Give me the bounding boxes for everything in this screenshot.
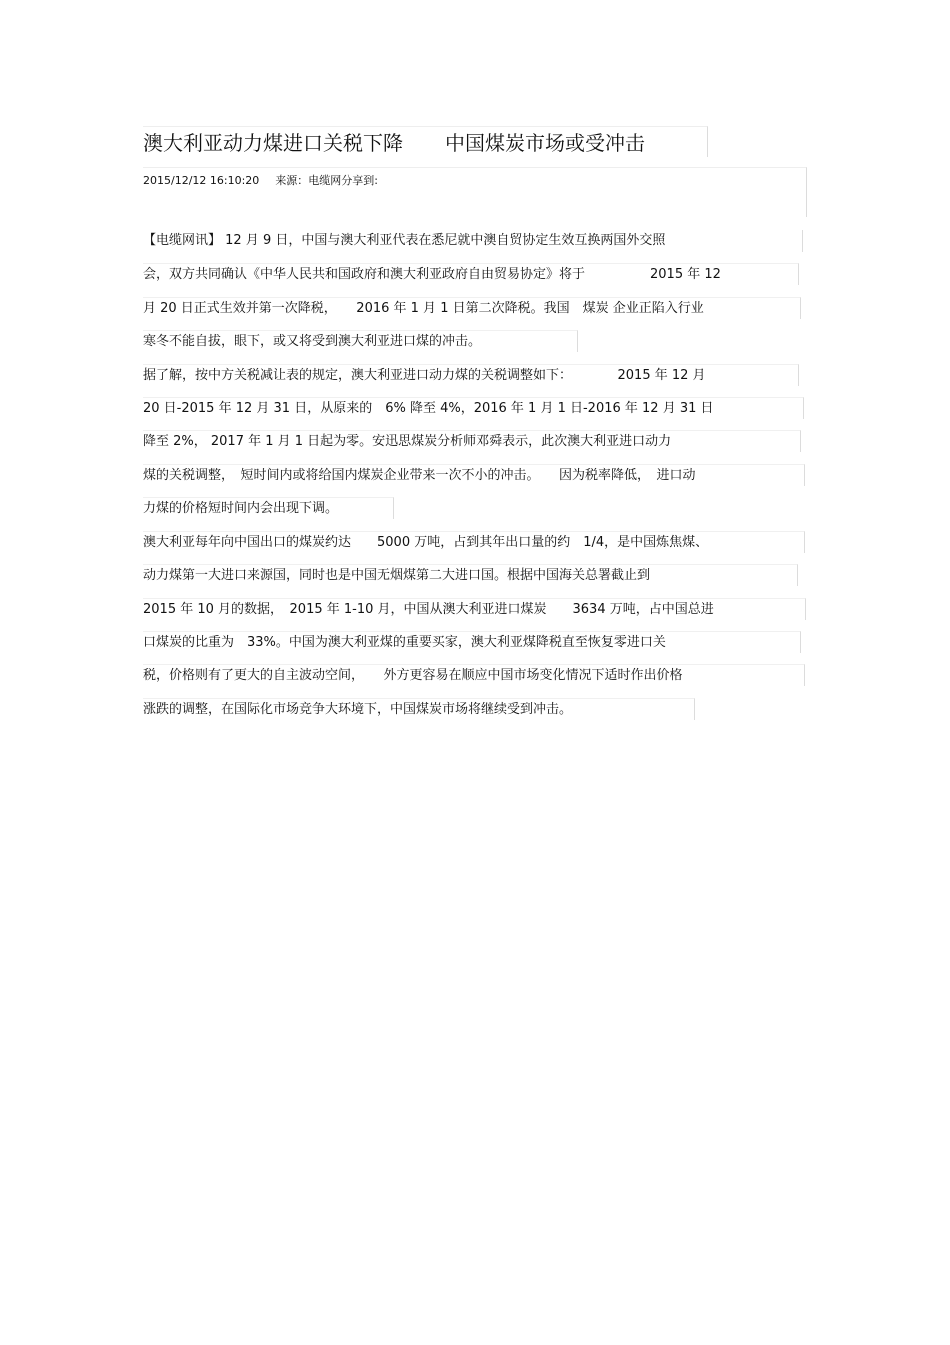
body-line: 会，双方共同确认《中华人民共和国政府和澳大利亚政府自由贸易协定》将于 2015 年 12 (143, 263, 799, 285)
body-line: 寒冬不能自拔，眼下，或又将受到澳大利亚进口煤的冲击。 (143, 330, 578, 352)
article-source: 来源：电缆网分享到: (275, 174, 379, 187)
body-line: 口煤炭的比重为 33%。中国为澳大利亚煤的重要买家，澳大利亚煤降税直至恢复零进口关 (143, 631, 801, 653)
article-timestamp: 2015/12/12 16:10:20 (143, 174, 260, 187)
article-title (143, 130, 645, 156)
body-line: 税，价格则有了更大的自主波动空间， 外方更容易在顺应中国市场变化情况下适时作出价格 (143, 664, 805, 686)
body-line: 动力煤第一大进口来源国，同时也是中国无烟煤第二大进口国。根据中国海关总署截止到 (143, 564, 798, 586)
body-line: 月 20 日正式生效并第一次降税， 2016 年 1 月 1 日第二次降税。我国 煤炭 企业正陷入行业 (143, 297, 801, 319)
meta-box (143, 167, 807, 217)
body-line: 据了解，按中方关税减让表的规定，澳大利亚进口动力煤的关税调整如下： 2015 年 12 月 (143, 364, 799, 386)
body-line: 涨跌的调整，在国际化市场竞争大环境下，中国煤炭市场将继续受到冲击。 (143, 698, 695, 720)
title-part-2: 中国煤炭市场或受冲击 (445, 131, 645, 155)
body-line: 2015 年 10 月的数据， 2015 年 1-10 月，中国从澳大利亚进口煤炭 3634 万吨，占中国总进 (143, 598, 806, 620)
body-line: 澳大利亚每年向中国出口的煤炭约达 5000 万吨，占到其年出口量的约 1/4，是中国炼焦煤、 (143, 531, 805, 553)
title-part-1: 澳大利亚动力煤进口关税下降 (143, 131, 403, 155)
body-line: 20 日-2015 年 12 月 31 日，从原来的 6% 降至 4%，2016 年 1 月 1 日-2016 年 12 月 31 日 (143, 397, 804, 419)
article-meta (143, 173, 378, 189)
body-line: 煤的关税调整， 短时间内或将给国内煤炭企业带来一次不小的冲击。 因为税率降低， 进口动 (143, 464, 805, 486)
body-line: 降至 2%， 2017 年 1 月 1 日起为零。安迅思煤炭分析师邓舜表示，此次澳大利亚进口动力 (143, 430, 801, 452)
body-line: 【电缆网讯】 12 月 9 日，中国与澳大利亚代表在悉尼就中澳自贸协定生效互换两国外交照 (143, 230, 803, 252)
body-line: 力煤的价格短时间内会出现下调。 (143, 497, 394, 519)
title-box (143, 126, 708, 157)
